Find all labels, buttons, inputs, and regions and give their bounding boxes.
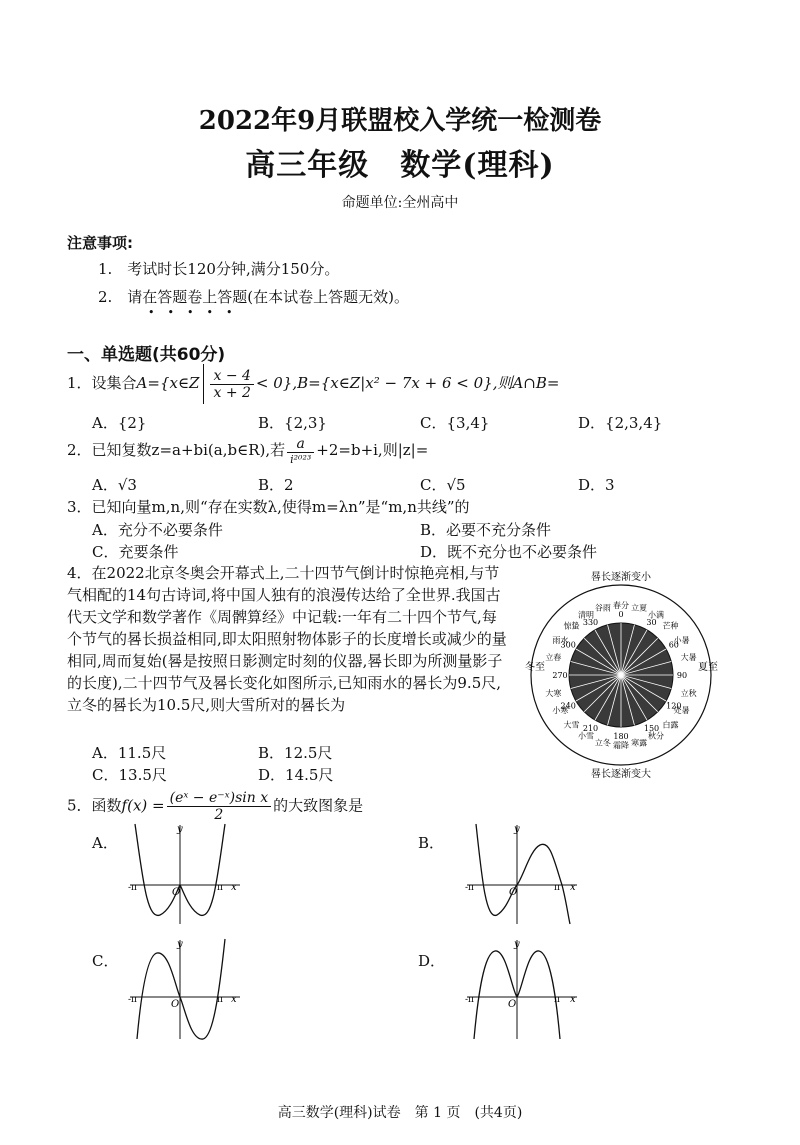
q5-lead: 5．函数 xyxy=(67,796,122,815)
q2-frac-num: a xyxy=(287,436,314,453)
solar-terms-diagram xyxy=(518,566,724,780)
question-4-stem: 4．在2022北京冬奥会开幕式上,二十四节气倒计时惊艳亮相,与节气相配的14句古诗词,将中国人独有的浪漫传达给了全世界.我国古代天文学和数学著作《周髀算经》中记载:一年有二十四个节气,每个节气的晷长损益相同,即太阳照射物体影子的长度增长或减少的量相同,周而复始(晷是按照日影测定时刻的仪器,晷长即为所测量影子的长度),二十四节气及晷长变化如图所示,已知雨水的晷长为9.5尺,立冬的晷长为10.5尺,则大雪所对的晷长为 xyxy=(67,564,507,714)
y-label: y xyxy=(177,824,183,835)
diagram-bottom-label: 晷长逐渐变大 xyxy=(591,769,651,780)
q5-graph-a xyxy=(125,820,255,930)
term-label: 寒露 xyxy=(631,738,648,748)
term-label: 立秋 xyxy=(680,689,697,699)
neg-pi-label: -π xyxy=(465,995,474,1005)
q4-option-b: B．12.5尺 xyxy=(258,744,333,762)
term-label: 芒种 xyxy=(662,621,679,631)
curve xyxy=(476,824,570,924)
q2-tail: +2=b+i,则|z|= xyxy=(316,441,429,459)
term-label: 惊蛰 xyxy=(563,621,580,631)
term-label: 小雪 xyxy=(578,731,594,741)
neg-pi-label: -π xyxy=(128,883,137,893)
curve xyxy=(137,939,225,1039)
term-label: 小暑 xyxy=(673,636,690,645)
q1-frac-num: x − 4 xyxy=(210,368,253,385)
term-label: 大暑 xyxy=(680,652,697,662)
q2-option-d: D．3 xyxy=(578,476,615,494)
term-label: 霜降 xyxy=(613,741,629,750)
degree-label: 330 xyxy=(582,618,599,628)
emphasis-dots: ••••• xyxy=(148,306,246,319)
question-1-stem xyxy=(67,364,559,404)
q1-lead: 1．设集合 xyxy=(67,374,137,392)
diagram-right-label: 夏至 xyxy=(698,662,718,673)
y-label: y xyxy=(514,824,520,835)
term-label: 小满 xyxy=(648,610,664,620)
origin-label: O xyxy=(509,887,518,898)
q3-option-b: B．必要不充分条件 xyxy=(420,521,552,539)
term-label: 谷雨 xyxy=(594,603,611,613)
q1-frac-den: x + 2 xyxy=(213,384,251,401)
q5-fx: f(x) = xyxy=(121,796,165,815)
x-label: x xyxy=(231,882,237,893)
degree-label: 240 xyxy=(560,701,576,711)
pi-label: π xyxy=(217,995,223,1005)
section-title: 一、单选题(共60分) xyxy=(67,345,226,365)
exam-subtitle: 高三年级 数学(理科) xyxy=(245,148,555,183)
term-label: 处暑 xyxy=(673,706,690,715)
degree-label: 0 xyxy=(618,610,624,619)
degree-label: 300 xyxy=(560,640,576,650)
q5-tail: 的大致图象是 xyxy=(273,796,364,815)
q1-fraction xyxy=(210,368,253,401)
question-3-stem: 3．已知向量m,n,则“存在实数λ,使得m=λn”是“m,n共线”的 xyxy=(67,498,470,516)
q2-option-a: A．√3 xyxy=(92,476,137,494)
q3-option-a: A．充分不必要条件 xyxy=(92,521,223,539)
term-label: 小寒 xyxy=(552,706,569,715)
q5-graph-c-letter: C． xyxy=(92,952,119,970)
neg-pi-label: -π xyxy=(128,995,137,1005)
degree-label: 150 xyxy=(643,723,660,733)
term-label: 大雪 xyxy=(563,720,580,730)
x-label: x xyxy=(231,994,237,1005)
q1-option-c: C．{3,4} xyxy=(420,414,490,432)
x-label: x xyxy=(570,882,576,893)
q1-set-b: < 0},B={x∈Z|x² − 7x + 6 < 0},则A∩B= xyxy=(255,374,560,392)
q3-option-c: C．充要条件 xyxy=(92,543,179,561)
degree-label: 180 xyxy=(613,732,629,741)
question-2-stem xyxy=(67,436,428,466)
term-label: 立春 xyxy=(545,652,562,662)
degree-label: 270 xyxy=(552,671,568,680)
q1-option-b: B．{2,3} xyxy=(258,414,327,432)
q5-graph-b-letter: B． xyxy=(418,834,445,852)
y-label: y xyxy=(177,939,183,950)
q1-option-d: D．{2,3,4} xyxy=(578,414,663,432)
notice-heading: 注意事项: xyxy=(67,234,133,252)
term-label: 清明 xyxy=(578,610,594,620)
q2-option-b: B．2 xyxy=(258,476,294,494)
q5-fraction xyxy=(167,790,271,823)
q1-divider xyxy=(203,364,204,404)
q2-lead: 2．已知复数z=a+bi(a,b∈R),若 xyxy=(67,441,286,459)
term-label: 立夏 xyxy=(631,603,648,613)
pi-label: π xyxy=(217,883,223,893)
exam-title: 2022年9月联盟校入学统一检测卷 xyxy=(198,106,602,136)
neg-pi-label: -π xyxy=(465,883,474,893)
question-5-stem xyxy=(67,790,363,823)
q4-option-c: C．13.5尺 xyxy=(92,766,167,784)
q2-option-c: C．√5 xyxy=(420,476,466,494)
degree-label: 30 xyxy=(646,618,657,628)
q5-graph-a-letter: A． xyxy=(92,834,118,852)
diagram-left-label: 冬至 xyxy=(525,662,545,673)
exam-unit: 命题单位:全州高中 xyxy=(341,195,459,211)
q2-fraction xyxy=(287,436,314,466)
y-label: y xyxy=(514,939,520,950)
q1-set-a: A={x∈Z xyxy=(136,374,200,392)
diagram-top-label: 晷长逐渐变小 xyxy=(591,572,651,583)
x-label: x xyxy=(570,994,576,1005)
term-label: 立冬 xyxy=(594,738,611,748)
q2-frac-den: i²⁰²³ xyxy=(290,453,312,466)
q5-graph-d-letter: D． xyxy=(418,952,446,970)
notice-item: 1. 考试时长120分钟,满分150分。 xyxy=(98,260,340,278)
page-footer: 高三数学(理科)试卷 第 1 页 (共4页) xyxy=(277,1105,523,1121)
term-label: 白露 xyxy=(662,720,679,730)
q5-frac-num: (eˣ − e⁻ˣ)sin x xyxy=(167,790,271,807)
q1-option-a: A．{2} xyxy=(92,414,147,432)
term-label: 雨水 xyxy=(552,636,569,645)
disc-spokes xyxy=(569,623,673,727)
degree-label: 60 xyxy=(668,640,679,650)
q4-option-a: A．11.5尺 xyxy=(92,744,167,762)
term-label: 春分 xyxy=(613,601,629,610)
q5-frac-den: 2 xyxy=(214,807,224,823)
origin-label: O xyxy=(172,887,181,898)
term-label: 秋分 xyxy=(648,731,664,741)
degree-label: 120 xyxy=(666,701,682,711)
q5-graph-d xyxy=(462,935,592,1045)
degree-label: 210 xyxy=(582,723,599,733)
q5-graph-c xyxy=(125,935,255,1045)
origin-label: O xyxy=(171,999,180,1010)
q3-option-d: D．既不充分也不必要条件 xyxy=(420,543,598,561)
term-label: 大寒 xyxy=(545,689,562,699)
notice-item: 2. 请在答题卷上答题(在本试卷上答题无效)。 xyxy=(98,288,410,306)
q5-graph-b xyxy=(462,820,592,930)
q4-option-d: D．14.5尺 xyxy=(258,766,334,784)
pi-label: π xyxy=(554,883,560,893)
pi-label: π xyxy=(554,995,560,1005)
origin-label: O xyxy=(508,999,517,1010)
degree-label: 90 xyxy=(676,671,688,680)
